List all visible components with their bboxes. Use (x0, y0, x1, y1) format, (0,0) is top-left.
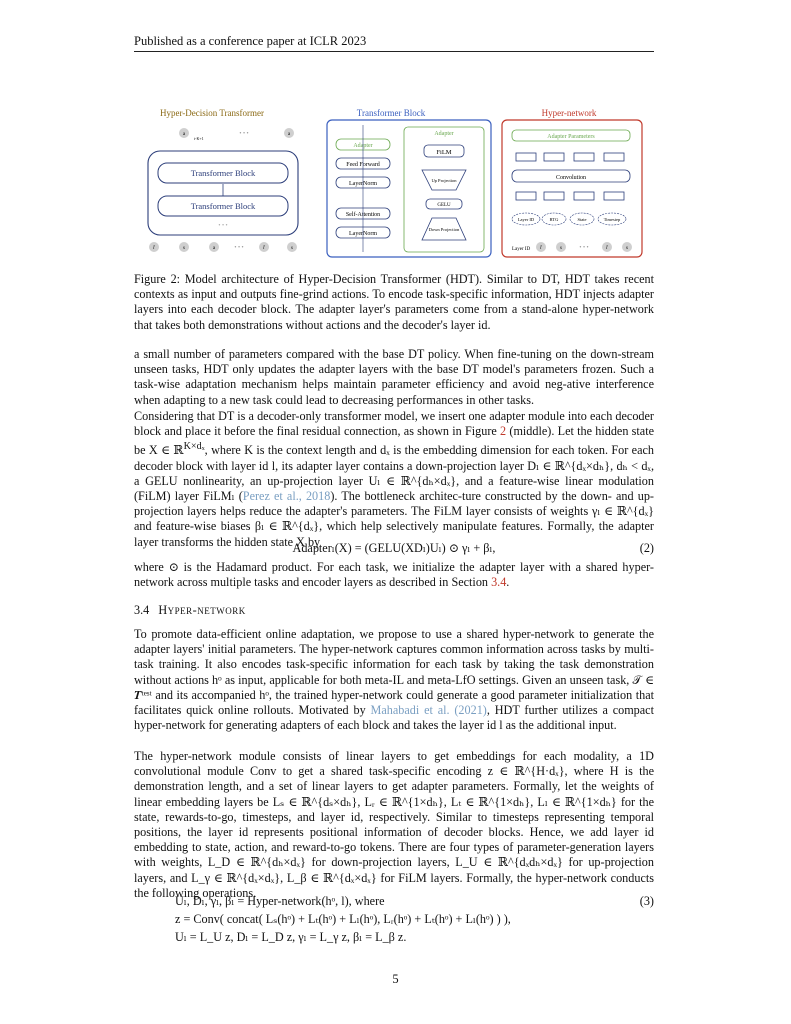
svg-text:a: a (287, 132, 291, 137)
section-heading: 3.4 Hyper-network (134, 603, 246, 617)
svg-text:LayerNorm: LayerNorm (349, 231, 377, 237)
svg-text:• • •: • • • (234, 245, 244, 251)
svg-text:Convolution: Convolution (555, 175, 587, 181)
svg-text:Adapter Parameters: Adapter Parameters (547, 134, 595, 140)
equation-2: Adapterₗ(X) = (GELU(XDₗ)Uₗ) ⊙ γₗ + βₗ, (2) (292, 541, 654, 555)
svg-text:RTG: RTG (549, 217, 559, 222)
left-output-tokens (179, 128, 294, 141)
svg-text:Layer ID: Layer ID (517, 217, 535, 222)
mid-panel-title: Transformer Block (356, 108, 426, 118)
paragraph-5: The hyper-network module consists of linear layers to get embeddings for each modality, a 1D convolutional module Conv to get a shared task-specific encoding z ∈ ℝ^{H·dₓ}, where H is the demonstration length, and a set of linear layers to get adapter parameters. Formally, let the weights of linear embedding layers be Lₛ ∈ ℝ^{dₛ×dₕ}, Lᵣ ∈ ℝ^{1×dₕ}, Lₜ ∈ ℝ^{1×dₕ}, Lₗ ∈ ℝ^{1×dₕ} for the state, rewards-to-go, timesteps, and layer id, respectively. Similar to timesteps representing temporal positions, the layer id represents positional information of decoder blocks. Hence, we add layer id embedding to state, action, and reward-to-go tokens. There are four types of parameter-generation layers with weights, L_D ∈ ℝ^{dₕ×dₓ} for down-projection layers, L_U ∈ ℝ^{dₓdₕ×dₓ} for up-projection layers, and L_γ ∈ ℝ^{dₓ×dₓ}, L_β ∈ ℝ^{dₓ×dₓ} for FiLM layers. Formally, the hyper-network conducts the following operations. (134, 749, 654, 900)
right-input-tokens (536, 242, 632, 252)
paragraph-1: a small number of parameters compared with the base DT policy. When fine-tuning on the down-stream unseen tasks, HDT only updates the adapter layers with the base DT model's parameters frozen. Such a task-wise adaptation mechanism helps maintain parameter efficiency and avoid neg-ative interference when adapting to a new task could lead to decreasing performances in other tasks. (134, 347, 654, 407)
svg-text:• • •: • • • (579, 245, 589, 251)
svg-text:s: s (560, 246, 562, 251)
svg-text:r̂: r̂ (606, 246, 608, 251)
citation-perez[interactable]: Perez et al., 2018 (242, 489, 331, 504)
figure-ref[interactable]: 2 (500, 424, 507, 439)
left-input-tokens (149, 242, 297, 252)
equation-3-line-2: z = Conv( concat( Lₛ(hᵒ) + Lₜ(hᵒ) + Lₗ(hᵒ), Lᵣ(hᵒ) + Lₜ(hᵒ) + Lₗ(hᵒ) ) ), (175, 912, 511, 926)
svg-text:Transformer Block: Transformer Block (190, 201, 256, 211)
svg-text:Timestep: Timestep (603, 217, 621, 222)
figure-caption: Figure 2: Model architecture of Hyper-Decision Transformer (HDT). Similar to DT, HDT takes recent contexts as input and outputs fine-grind actions. To encode task-specific information, HDT injects adapter layers into each decoder block. The adapter layer's parameters come from a stand-alone hyper-network that takes both demonstrations without actions and the decoder's layer id. (134, 272, 654, 332)
svg-text:Self-Attention: Self-Attention (345, 212, 381, 218)
svg-text:r̂: r̂ (153, 246, 155, 251)
equation-3-line-1: Uₗ, Dₗ, γₗ, βₗ = Hyper-network(hᵒ, l), where (3) (175, 894, 654, 908)
svg-text:Adapter: Adapter (434, 131, 454, 137)
svg-text:s: s (626, 246, 628, 251)
paragraph-3: where ⊙ is the Hadamard product. For each task, we initialize the adapter layer with a shared hyper-network across multiple tasks and encoder layers as described in Section 3.4. (134, 560, 654, 590)
equation-3-line-3: Uₗ = L_U z, Dₗ = L_D z, γₗ = L_γ z, βₗ = L_β z. (175, 930, 407, 944)
paragraph-2: Considering that DT is a decoder-only transformer model, we insert one adapter module into each decoder block and place it before the final residual connection, as shown in Figure 2 (middle). Let the hidden state be X ∈ ℝ$^{K\times d_x}$, where K is the context length and dₓ is the embedding dimension for each token. For each decoder block with layer id l, its adapter layer contains a down-projection layer Dₗ ∈ ℝ^{dₓ×dₕ}, dₕ < dₓ, a GELU nonlinearity, an up-projection layer Uₗ ∈ ℝ^{dₕ×dₓ}, and a feature-wise linear modulation (FiLM) layer FiLMₗ (Perez et al., 2018). The bottleneck architec-ture constructed by the down- and up-projection layers helps reduce the adapter's parameters. The FiLM layer consists of weights γₗ ∈ ℝ^{dₓ} and feature-wise biases βₗ ∈ ℝ^{dₓ}, which help selectively manipulate features. Formally, the adapter layer transforms the hidden state X by (134, 409, 655, 549)
running-header: Published as a conference paper at ICLR 2023 (134, 34, 367, 48)
page-number: 5 (392, 972, 399, 986)
svg-text:Up Projection: Up Projection (431, 178, 457, 183)
architecture-figure (134, 100, 654, 268)
citation-mahabadi[interactable]: Mahabadi et al. (2021) (370, 703, 487, 718)
section-ref[interactable]: 3.4 (491, 575, 507, 590)
left-panel-title: Hyper-Decision Transformer (159, 108, 265, 118)
svg-text:r̂: r̂ (540, 246, 542, 251)
svg-text:LayerNorm: LayerNorm (349, 181, 377, 187)
svg-text:• • •: • • • (218, 223, 228, 229)
svg-text:FiLM: FiLM (436, 149, 452, 156)
svg-text:s: s (291, 246, 293, 251)
svg-text:Layer ID: Layer ID (512, 247, 531, 252)
svg-text:t-K+1: t-K+1 (194, 136, 204, 141)
svg-text:a: a (182, 132, 186, 137)
paragraph-4: To promote data-efficient online adaptation, we propose to use a shared hyper-network to generate the adapter layers' initial parameters. The hyper-network captures common information across tasks by multi-task training. It also encodes task-specific information for each task by taking the task demonstration without actions hᵒ as input, applicable for both meta-IL and meta-LfO settings. Given an unseen task, 𝒯 ∈ 𝑻ᵗᵉˢᵗ and its accompanied hᵒ, the trained hyper-network could generate a good parameter initialization that facilitates quick online rollouts. Motivated by Mahabadi et al. (2021), HDT further utilizes a compact hyper-network for generating adapters of each block and takes the layer id l as the additional input. (134, 627, 654, 733)
right-panel-title: Hyper-network (541, 108, 597, 118)
svg-text:Down Projection: Down Projection (428, 227, 460, 232)
svg-text:• • •: • • • (239, 131, 249, 137)
header-rule (134, 51, 654, 52)
svg-text:Transformer Block: Transformer Block (190, 168, 256, 178)
svg-text:GELU: GELU (437, 203, 451, 208)
svg-text:Adapter: Adapter (353, 143, 373, 149)
svg-text:r̂: r̂ (263, 246, 265, 251)
svg-text:s: s (183, 246, 185, 251)
svg-text:State: State (577, 217, 587, 222)
svg-text:a: a (212, 246, 216, 251)
svg-text:Feed Forward: Feed Forward (346, 162, 380, 168)
